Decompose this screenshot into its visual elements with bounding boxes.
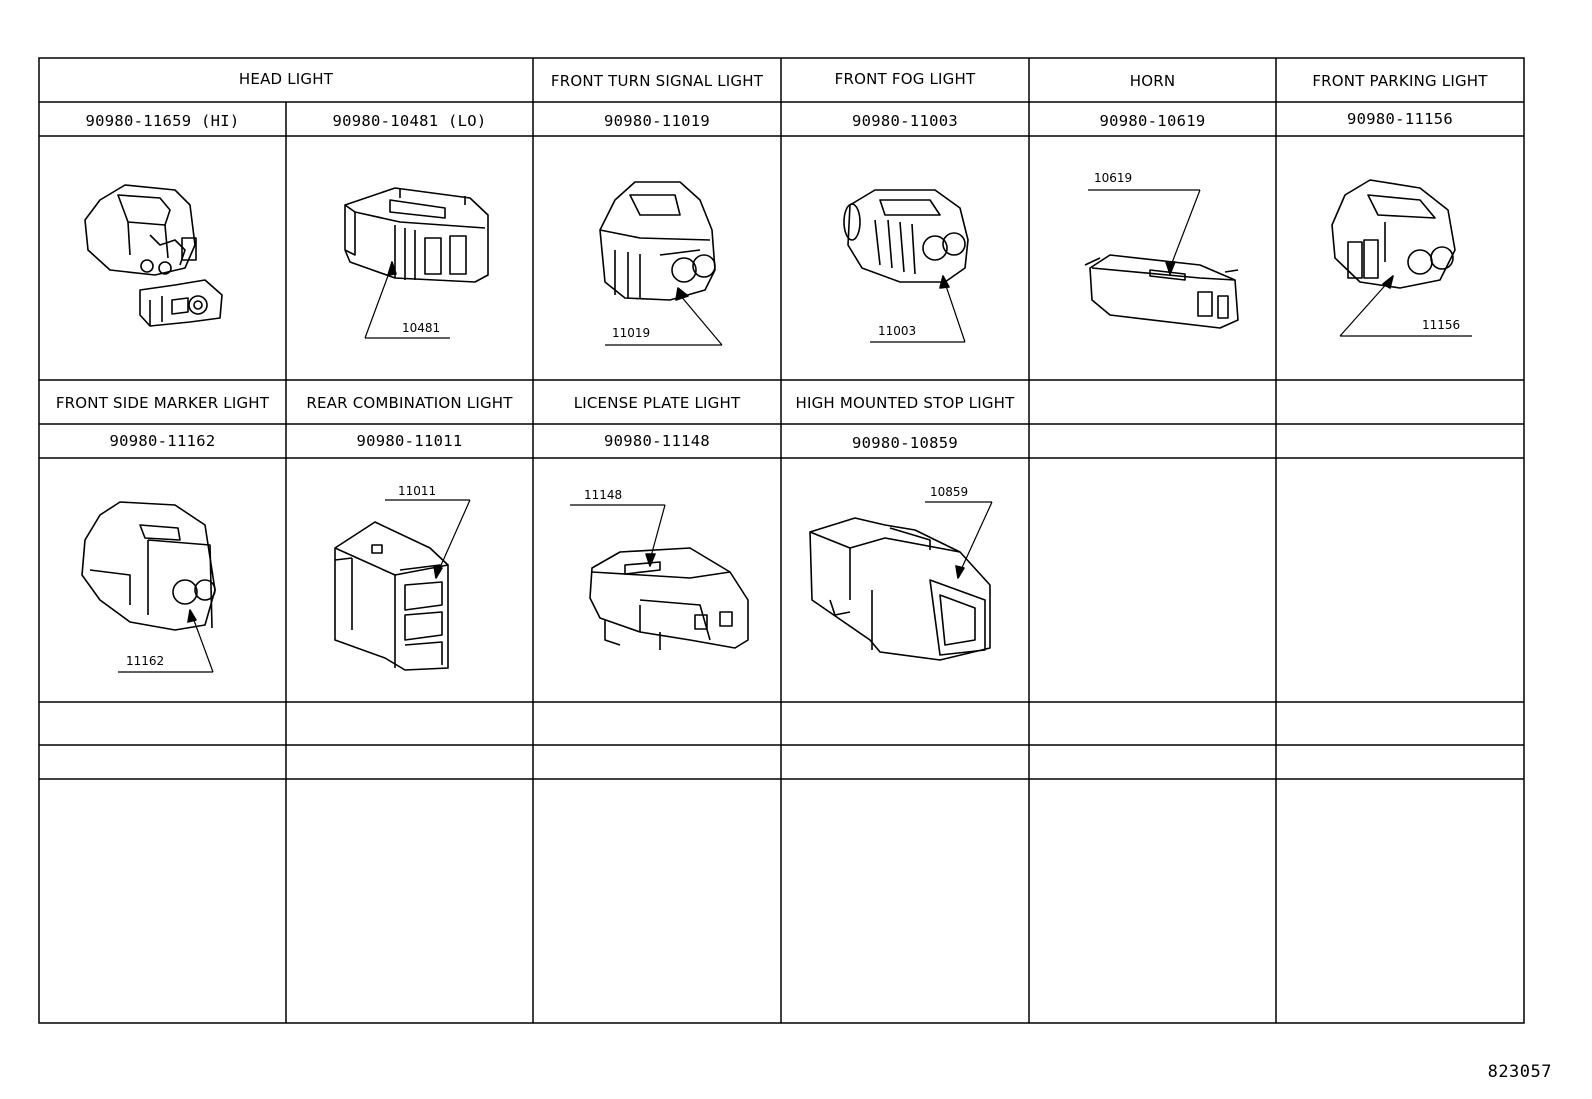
connector-11148-drawing <box>590 548 748 650</box>
connector-10619-drawing <box>1085 255 1238 328</box>
callout-11011: 11011 <box>398 484 437 498</box>
header-rear-combination-light: REAR COMBINATION LIGHT <box>306 394 513 412</box>
header-front-turn-signal-light: FRONT TURN SIGNAL LIGHT <box>550 72 764 90</box>
part-number-license-plate: 90980-11148 <box>604 432 710 450</box>
callout-11156: 11156 <box>1422 318 1461 332</box>
header-license-plate-light: LICENSE PLATE LIGHT <box>573 394 741 412</box>
part-number-head-light-lo: 90980-10481 (LO) <box>332 112 487 130</box>
header-high-mounted-stop-light: HIGH MOUNTED STOP LIGHT <box>795 394 1015 412</box>
part-number-front-parking: 90980-11156 <box>1347 110 1453 128</box>
callout-11148: 11148 <box>584 488 623 502</box>
connector-10481-drawing <box>345 188 488 282</box>
connector-11156-drawing <box>1332 180 1455 288</box>
connector-11003-drawing <box>844 190 968 282</box>
connector-11659-drawing <box>85 185 222 326</box>
header-front-fog-light: FRONT FOG LIGHT <box>834 70 976 88</box>
connector-10859-drawing <box>810 518 990 660</box>
connector-11011-drawing <box>335 522 448 670</box>
header-horn: HORN <box>1129 72 1176 90</box>
part-number-head-light-hi: 90980-11659 (HI) <box>85 112 240 130</box>
connector-11162-drawing <box>82 502 215 630</box>
part-number-front-turn-signal: 90980-11019 <box>604 112 710 130</box>
header-front-parking-light: FRONT PARKING LIGHT <box>1312 72 1488 90</box>
connector-11019-drawing <box>600 182 715 300</box>
callout-11162: 11162 <box>126 654 165 668</box>
figure-code: 823057 <box>1487 1062 1552 1082</box>
part-number-front-fog: 90980-11003 <box>852 112 958 130</box>
part-number-horn: 90980-10619 <box>1099 112 1206 130</box>
callout-10481: 10481 <box>402 321 441 335</box>
callout-10859: 10859 <box>930 485 969 499</box>
callout-11019: 11019 <box>612 326 651 340</box>
callout-10619: 10619 <box>1094 171 1133 185</box>
callout-11003: 11003 <box>878 324 917 338</box>
header-head-light: HEAD LIGHT <box>238 70 334 88</box>
part-number-rear-combination: 90980-11011 <box>356 432 463 450</box>
header-front-side-marker-light: FRONT SIDE MARKER LIGHT <box>55 394 270 412</box>
part-number-high-mounted-stop: 90980-10859 <box>852 434 958 452</box>
part-number-front-side-marker: 90980-11162 <box>109 432 216 450</box>
